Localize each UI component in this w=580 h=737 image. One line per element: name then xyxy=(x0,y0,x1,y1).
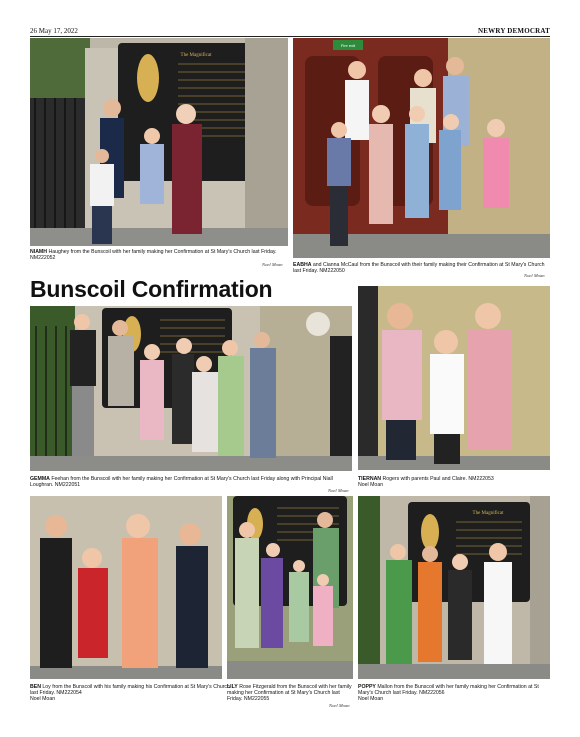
photo-eabha-cianna-mccaul xyxy=(293,38,550,258)
photo-caption: LILY Rose Fitzgerald from the Bunscoil with her family making her Confirmation at St Mary's Church last Friday. NM222055 xyxy=(227,684,352,703)
caption-subject-name: EABHA xyxy=(293,262,312,268)
photo-poppy-mallon xyxy=(358,496,550,679)
photo-lily-rose-fitzgerald xyxy=(227,496,353,679)
plaque-title: The Magnificat xyxy=(472,511,504,516)
caption-subject-name: TIERNAN xyxy=(358,476,382,482)
photo-credit: Noel Moan xyxy=(328,488,349,493)
caption-credit: Noel Moan xyxy=(30,696,56,703)
caption-subject-name: POPPY xyxy=(358,684,376,690)
photo-caption: EABHA and Cianna McCaul from the Bunscoil with their family making their Confirmation at St Mary's Church last Friday. NM222050 xyxy=(293,262,545,275)
fire-exit-sign: Fire exit xyxy=(340,43,356,48)
caption-text: POPPY Mallon from the Bunscoil with her family making her Confirmation at St Mary's Church last Friday. NM222056 xyxy=(358,684,539,697)
caption-credit: Noel Moan xyxy=(358,696,384,703)
photo-caption xyxy=(358,684,550,703)
photo-gemma-feehan xyxy=(30,306,352,471)
paper-name: NEWRY DEMOCRAT xyxy=(478,27,550,35)
photo-caption: NIAMH Haughey from the Bunscoil with her family making her Confirmation at St Mary's Church last Friday. NM222052 xyxy=(30,249,277,262)
photo-caption xyxy=(358,476,550,488)
caption-text: BEN Loy from the Bunscoil with his family making his Confirmation at St Mary's Church last Friday. NM222054 xyxy=(30,684,230,697)
photo-credit: Noel Moan xyxy=(524,273,545,278)
caption-subject-name: GEMMA xyxy=(30,476,50,482)
photo-caption: GEMMA Feehan from the Bunscoil with her family making her Confirmation at St Mary's Church last Friday along with Principal Niall Loughran. NM222051 xyxy=(30,476,333,489)
plaque-title: The Magnificat xyxy=(180,53,212,58)
page-date: 26 May 17, 2022 xyxy=(30,27,78,35)
caption-subject-name: BEN xyxy=(30,684,41,690)
photo-credit: Noel Moan xyxy=(329,703,350,708)
photo-credit: Noel Moan xyxy=(262,262,283,267)
masthead-rule xyxy=(30,36,550,37)
photo-ben-loy xyxy=(30,496,222,679)
caption-subject-name: LILY xyxy=(227,684,238,690)
page-headline: Bunscoil Confirmation xyxy=(30,276,273,302)
photo-caption xyxy=(30,684,230,703)
caption-text: TIERNAN Rogers with parents Paul and Claire. NM222053 xyxy=(358,476,494,482)
photo-tiernan-rogers xyxy=(358,286,550,470)
caption-subject-name: NIAMH xyxy=(30,249,48,255)
photo-niamh-haughey xyxy=(30,38,288,246)
caption-credit: Noel Moan xyxy=(358,482,384,489)
